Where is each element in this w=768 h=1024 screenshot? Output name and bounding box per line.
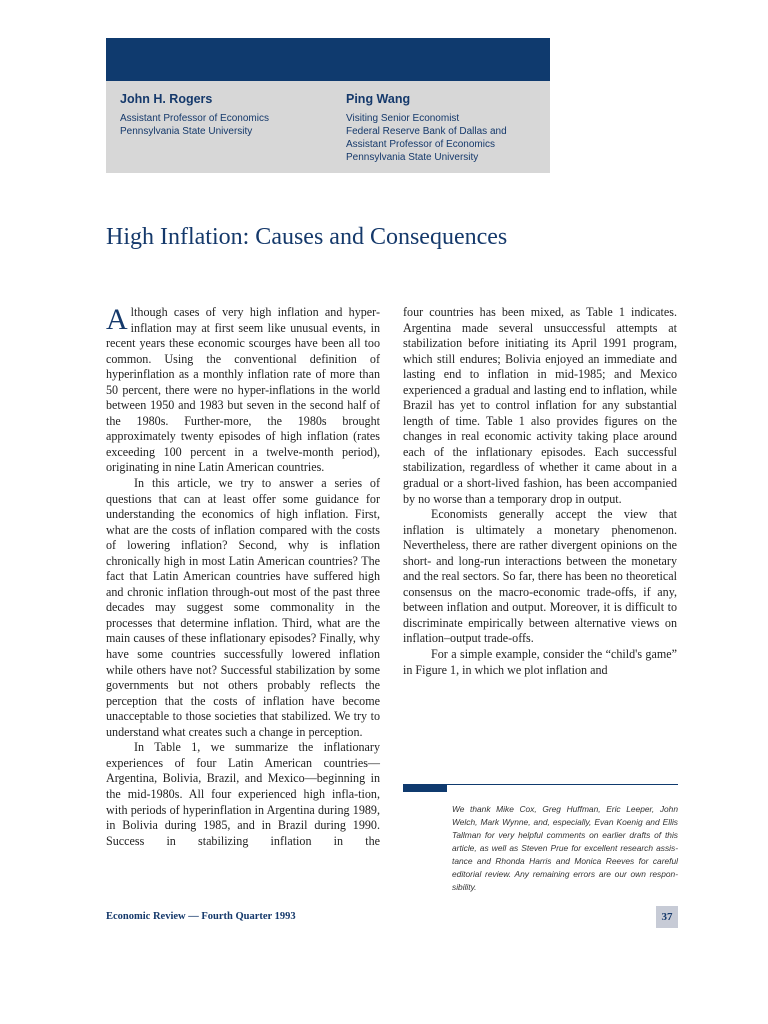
author-affiliation-line: Federal Reserve Bank of Dallas and	[346, 126, 507, 137]
paragraph-text: lthough cases of very high inflation and hyper-inflation may at first seem like unusual events, in recent years these economic scourges have been all too common. Using the conventional definition of hyperinflation as a monthly inflation rate of more than 50 percent, there were no hyper-inflations in the world between 1950 and 1983 but seven in the second half of the 1980s. Further-more, the 1980s brought approximately twenty episodes of high inflation (rates exceeding 100 percent in a twelve-month period), originating in nine Latin American countries.	[106, 305, 380, 475]
author-affiliation-line: Visiting Senior Economist	[346, 113, 460, 124]
author-affiliation-line: Pennsylvania State University	[120, 126, 253, 137]
author-affiliation-line: Assistant Professor of Economics	[120, 113, 269, 124]
text-column-right	[403, 305, 677, 678]
text-column-left	[106, 305, 380, 849]
header-bar	[106, 38, 550, 81]
author-box	[106, 81, 550, 173]
author-rogers	[120, 92, 269, 138]
author-name: Ping Wang	[346, 92, 411, 106]
body-paragraph: Economists generally accept the view that inflation is ultimately a monetary phenomenon. Nevertheless, there are rather divergent opinions on the short- and long-run interactions between the monetary and the real sectors. So far, there has been no theoretical consensus on the macro-economic trade-offs, if any, between inflation and output. Moreover, it is difficult to discriminate empirically between alternative views on inflation–output trade-offs.	[403, 507, 677, 646]
body-paragraph: four countries has been mixed, as Table 1 indicates. Argentina made several unsuccessful attempts at stabilization before initiating its April 1991 program, which still endures; Bolivia enjoyed an immediate and lasting end to inflation in mid-1985; and Mexico experienced a gradual and lasting end to inflation, while Brazil has yet to control inflation for any substantial length of time. Table 1 also provides figures on the changes in real economic activity taking place around each of the inflationary episodes. Each successful stabilization, regardless of whether it came about in a gradual or a short-lived fashion, has been accompanied by no worse than a temporary drop in output.	[403, 305, 677, 506]
footnote-rule-accent	[403, 784, 447, 792]
author-name: John H. Rogers	[120, 92, 213, 106]
body-paragraph: In this article, we try to answer a series of questions that can at least offer some guidance for understanding the economics of high inflation. First, what are the costs of inflation compared with the costs of lowering inflation? Second, why is inflation chronically high in most Latin American countries? The fact that Latin American countries have suffered high and chronic inflation through-out most of the past three decades may suggest some commonality in the processes that determine inflation. Third, what are the main causes of these inflationary episodes? Finally, why have some countries successfully lowered inflation while others have not? Successful stabilization by some governments but not others probably reflects the perception that the costs of inflation have become unacceptable to those societies that stabilized. We try to understand what creates such a change in perception.	[106, 476, 380, 739]
body-paragraph: In Table 1, we summarize the inflationary experiences of four Latin American countries—Argentina, Bolivia, Brazil, and Mexico—beginning in the mid-1980s. All four experienced high infla-tion, with periods of hyperinflation in Argentina during 1989, in Bolivia during 1985, and in Brazil during 1990. Success in stabilizing inflation in the	[106, 740, 380, 848]
author-affiliation-line: Pennsylvania State University	[346, 152, 479, 163]
journal-footer: Economic Review — Fourth Quarter 1993	[106, 911, 296, 922]
acknowledgment-footnote: We thank Mike Cox, Greg Huffman, Eric Leeper, John Welch, Mark Wynne, and, especially, Evan Koenig and Ellis Tallman for very helpful comments on earlier drafts of this article, as well as Steven Prue for excellent research assis-tance and Rhonda Harris and Monica Reeves for careful editorial review. Any remaining errors are our own respon-sibility.	[452, 804, 678, 892]
author-affiliation-line: Assistant Professor of Economics	[346, 139, 495, 150]
article-title: High Inflation: Causes and Consequences	[106, 224, 508, 250]
body-paragraph: For a simple example, consider the “child's game” in Figure 1, in which we plot inflation and	[403, 647, 677, 677]
body-paragraph	[106, 305, 380, 476]
drop-cap: A	[106, 303, 128, 336]
page-number: 37	[656, 906, 678, 928]
author-wang	[346, 92, 507, 164]
